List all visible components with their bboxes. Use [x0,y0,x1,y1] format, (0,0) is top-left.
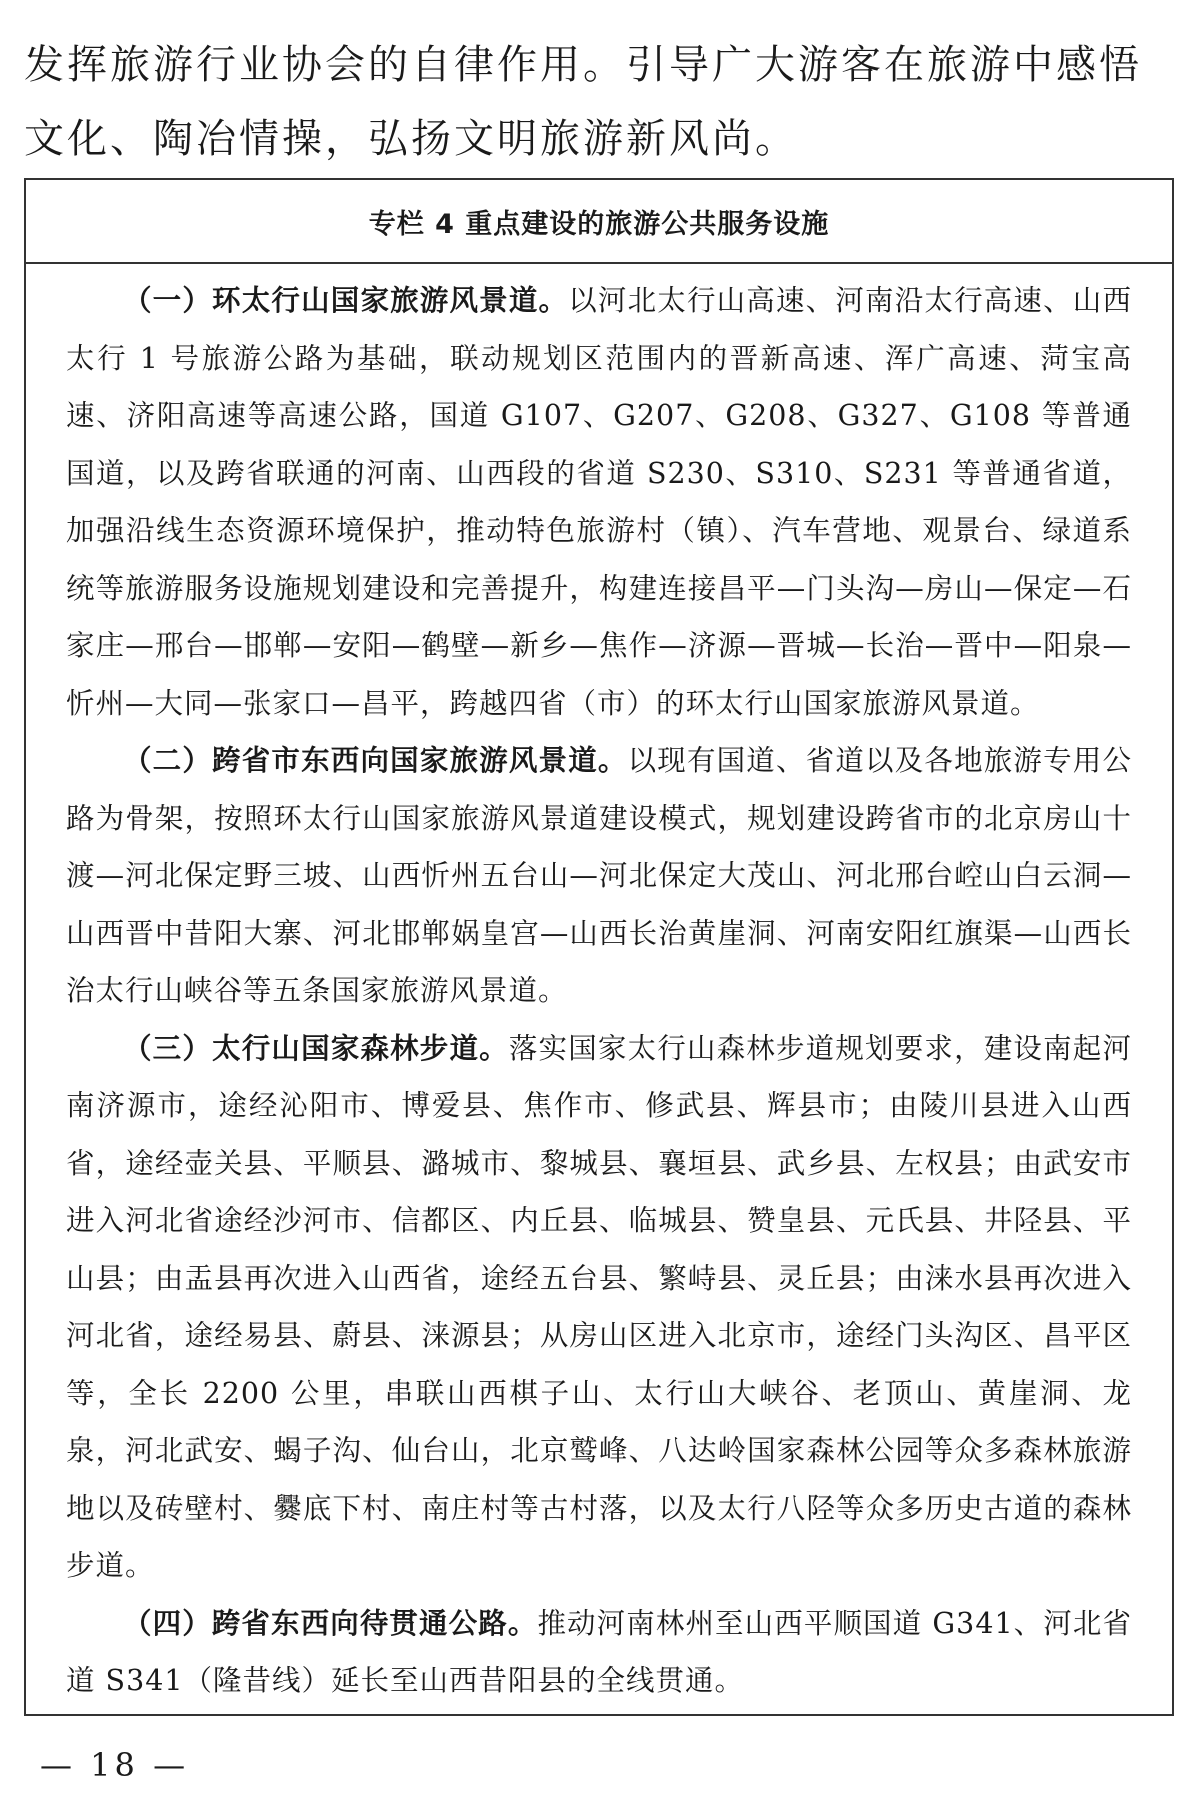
box-item-4-text: 推动河南林州至山西平顺国道 G341、河北省道 S341（隆昔线）延长至山西昔阳县的全线贯通。 [66,1606,1132,1697]
box-item-3 [66,1020,1132,1595]
box-item-4-heading: （四）跨省东西向待贯通公路。 [123,1606,538,1640]
box-item-2-heading: （二）跨省市东西向国家旅游风景道。 [123,744,628,777]
box-title: 专栏 4 重点建设的旅游公共服务设施 [26,180,1172,264]
box-item-1-heading: （一）环太行山国家旅游风景道。 [123,284,569,317]
box-item-2 [66,732,1132,1020]
box-item-3-heading: （三）太行山国家森林步道。 [123,1031,509,1065]
feature-box [24,178,1174,1716]
box-item-1-text: 以河北太行山高速、河南沿太行高速、山西太行 1 号旅游公路为基础，联动规划区范围内的晋新高速、浑广高速、菏宝高速、济阳高速等高速公路，国道 G107、G207、G208、G327、G108 等普通国道，以及跨省联通的河南、山西段的省道 S230、S310、S231 等普通省道，加强沿线生态资源环境保护，推动特色旅游村（镇）、汽车营地、观景台、绿道系统等旅游服务设施规划建设和完善提升，构建连接昌平—门头沟—房山—保定—石家庄—邢台—邯郸—安阳—鹤壁—新乡—焦作—济源—晋城—长治—晋中—阳泉—忻州—大同—张家口—昌平，跨越四省（市）的环太行山国家旅游风景道。 [66,284,1132,720]
page-number: — 18 — [40,1746,190,1784]
box-item-3-text: 落实国家太行山森林步道规划要求，建设南起河南济源市，途经沁阳市、博爱县、焦作市、修武县、辉县市；由陵川县进入山西省，途经壶关县、平顺县、潞城市、黎城县、襄垣县、武乡县、左权县；由武安市进入河北省途经沙河市、信都区、内丘县、临城县、赞皇县、元氏县、井陉县、平山县；由盂县再次进入山西省，途经五台县、繁峙县、灵丘县；由涞水县再次进入河北省，途经易县、蔚县、涞源县；从房山区进入北京市，途经门头沟区、昌平区等，全长 2200 公里，串联山西棋子山、太行山大峡谷、老顶山、黄崖洞、龙泉，河北武安、蝎子沟、仙台山，北京鹫峰、八达岭国家森林公园等众多森林旅游地以及砖壁村、爨底下村、南庄村等古村落，以及太行八陉等众多历史古道的森林步道。 [66,1031,1132,1582]
box-item-1 [66,272,1132,732]
box-item-4 [66,1595,1132,1710]
intro-paragraph: 发挥旅游行业协会的自律作用。引导广大游客在旅游中感悟文化、陶冶情操，弘扬文明旅游新风尚。 [24,42,1142,162]
box-item-2-text: 以现有国道、省道以及各地旅游专用公路为骨架，按照环太行山国家旅游风景道建设模式，规划建设跨省市的北京房山十渡—河北保定野三坡、山西忻州五台山—河北保定大茂山、河北邢台崆山白云洞—山西晋中昔阳大寨、河北邯郸娲皇宫—山西长治黄崖洞、河南安阳红旗渠—山西长治太行山峡谷等五条国家旅游风景道。 [66,744,1132,1007]
box-body [26,264,1172,1710]
